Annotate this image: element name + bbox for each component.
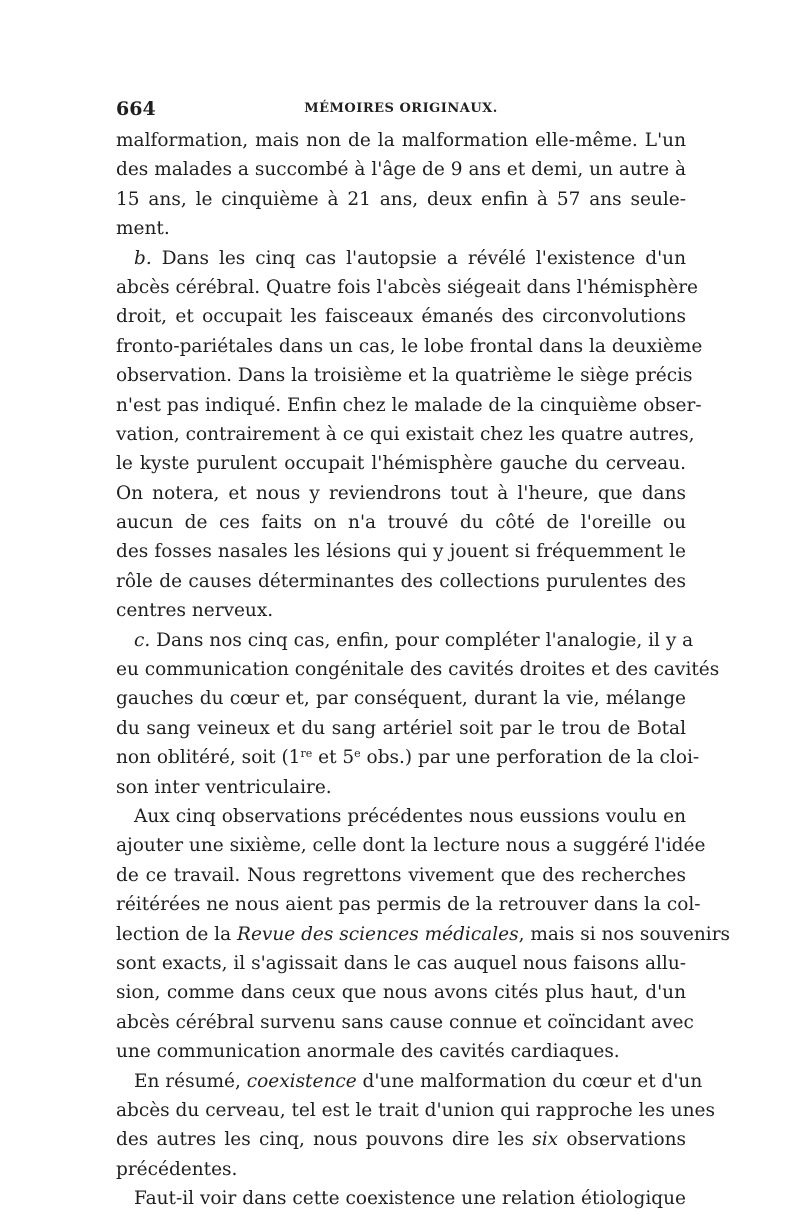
text-line: b. Dans les cinq cas l'autopsie a révélé l'existence d'un [134,247,686,269]
text-fragment: , mais si nos souvenirs [518,923,731,945]
paragraph-b [116,244,703,626]
text-fragment: et 5 [312,747,355,769]
text-line: gauches du cœur et, par conséquent, durant la vie, mélange [116,688,686,710]
text-line: réitérées ne nous aient pas permis de la retrouver dans la col- [116,894,701,916]
text-line: eu communication congénitale des cavités droites et des cavités [116,659,720,681]
superscript: re [300,747,313,761]
text-line: abcès cérébral. Quatre fois l'abcès siégeait dans l'hémisphère [116,276,698,298]
item-marker-c: c. [134,629,151,651]
text-fragment: non oblitéré, soit (1 [116,747,301,769]
text-line [116,743,700,772]
item-marker-b: b. [134,247,152,269]
text-line: aucun de ces faits on n'a trouvé du côté de l'oreille ou [116,512,686,534]
text-line: des fosses nasales les lésions qui y jouent si fréquemment le [116,541,686,563]
text-fragment: d'une malformation du cœur et d'un [356,1070,703,1092]
text-line: le kyste purulent occupait l'hémisphère gauche du cerveau. [116,453,686,475]
page-number: 664 [116,98,156,120]
text-line: Faut-il voir dans cette coexistence une relation étiologique [134,1188,686,1210]
text-line: centres nerveux. [116,600,274,622]
text-line: n'est pas indiqué. Enfin chez le malade de la cinquième obser- [116,394,702,416]
text-line [116,1067,703,1096]
text-line: son inter ventriculaire. [116,776,332,798]
text-line: ajouter une sixième, celle dont la lecture nous a suggéré l'idée [116,835,706,857]
text-line [116,920,731,949]
text-line: du sang veineux et du sang artériel soit par le trou de Botal [116,717,686,739]
text-line: malformation, mais non de la malformation elle-même. L'un [116,130,686,151]
text-fragment: lection de la [116,923,238,945]
text-line: sont exacts, il s'agissait dans le cas auquel nous faisons allu- [116,952,686,974]
text-line: ment. [116,218,170,240]
emphasis: six [532,1129,559,1151]
running-title: MÉMOIRES ORIGINAUX. [304,101,498,116]
running-head [116,98,686,120]
text-line: précédentes. [116,1158,238,1180]
text-line: abcès cérébral survenu sans cause connue et coïncidant avec [116,1011,694,1033]
text-line: Aux cinq observations précédentes nous eussions voulu en [134,805,686,827]
text-line: une communication anormale des cavités cardiaques. [116,1041,620,1063]
text-line: vation, contrairement à ce qui existait chez les quatre autres, [116,423,695,445]
paragraph-4 [116,802,731,1067]
paragraph-6 [116,1184,686,1213]
book-page [116,98,731,1213]
text-fragment: observations [558,1129,686,1151]
text-fragment: obs.) par une perforation de la cloi- [360,747,700,769]
paragraph-c [116,626,720,802]
superscript: e [354,747,361,761]
text-line: On notera, et nous y reviendrons tout à l'heure, que dans [116,482,686,504]
journal-title: Revue des sciences médicales [237,923,519,945]
text-line: abcès du cerveau, tel est le trait d'union qui rapproche les unes [116,1099,715,1121]
text-fragment: des autres les cinq, nous pouvons dire les [116,1129,533,1151]
text-line [116,1125,686,1154]
text-line: sion, comme dans ceux que nous avons cités plus haut, d'un [116,982,686,1004]
text-line: droit, et occupait les faisceaux émanés des circonvolutions [116,306,686,328]
text-fragment: En résumé, [134,1070,247,1092]
text-line: 15 ans, le cinquième à 21 ans, deux enfin à 57 ans seule- [116,188,686,210]
text-line: rôle de causes déterminantes des collections purulentes des [116,570,686,592]
text-line: fronto-pariétales dans un cas, le lobe frontal dans la deuxième [116,335,703,357]
paragraph-1 [116,126,686,244]
text-line: observation. Dans la troisième et la quatrième le siège précis [116,365,693,387]
paragraph-5 [116,1067,715,1185]
text-line: c. Dans nos cinq cas, enfin, pour compléter l'analogie, il y a [134,629,694,651]
text-line: de ce travail. Nous regrettons vivement que des recherches [116,864,686,886]
emphasis: coexistence [246,1070,357,1092]
text-line: des malades a succombé à l'âge de 9 ans et demi, un autre à [116,159,686,181]
